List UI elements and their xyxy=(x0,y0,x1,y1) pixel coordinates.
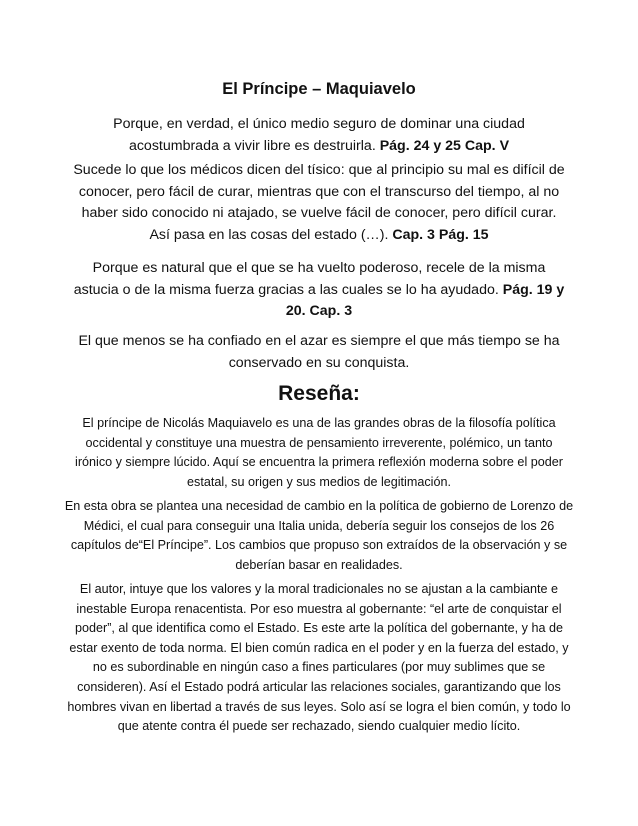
quote-line xyxy=(0,353,638,375)
quote-paragraph-2 xyxy=(0,160,638,246)
review-paragraph-2 xyxy=(0,497,638,575)
review-line: El príncipe de Nicolás Maquiavelo es una de las grandes obras de la filosofía política xyxy=(82,416,556,430)
quote-reference: Pág. 24 y 25 Cap. V xyxy=(379,137,510,154)
review-line: estatal, su origen y sus medios de legitimación. xyxy=(187,474,451,489)
quote-text: Sucede lo que los médicos dicen del tísico: que al principio su mal es difícil de xyxy=(73,162,565,178)
quote-line xyxy=(0,301,638,323)
quote-text: astucia o de la misma fuerza gracias a las cuales se lo ha ayudado. xyxy=(73,281,503,298)
quote-line xyxy=(0,203,638,225)
quote-line xyxy=(0,280,638,302)
quote-text: El que menos se ha confiado en el azar es siempre el que más tiempo se ha xyxy=(78,333,560,349)
quote-line xyxy=(0,331,638,353)
review-line: irónico y siempre lúcido. Aquí se encuentra la primera reflexión moderna sobre el poder xyxy=(75,455,563,470)
quote-text: acostumbrada a vivir libre es destruirla. xyxy=(128,137,380,154)
quote-reference: Cap. 3 Pág. 15 xyxy=(392,226,489,243)
review-line: inestable Europa renacentista. Por eso muestra al gobernante: “el arte de conquistar el xyxy=(76,601,562,616)
quote-text: conservado en su conquista. xyxy=(228,354,410,371)
quote-paragraph-3 xyxy=(0,258,638,323)
review-line: occidental y constituye una muestra de pensamiento irreverente, polémico, un tanto xyxy=(85,435,553,450)
quote-reference: 20. Cap. 3 xyxy=(285,303,353,319)
document-title: El Príncipe – Maquiavelo xyxy=(222,80,416,98)
quote-reference: Pág. 19 y xyxy=(502,281,565,298)
review-line: El autor, intuye que los valores y la moral tradicionales no se ajustan a la cambiante e xyxy=(79,582,559,596)
quote-paragraph-4 xyxy=(0,331,638,374)
quote-line xyxy=(0,136,638,158)
review-line: que atente contra él puede ser rechazado, siendo cualquier medio lícito. xyxy=(117,719,521,734)
review-line: estar exento de toda norma. El bien común radica en el poder y en la fuerza del estado, y xyxy=(69,640,569,655)
quote-text: Así pasa en las cosas del estado (…). xyxy=(149,226,393,243)
review-paragraph-3 xyxy=(0,580,638,737)
review-line: capítulos de“El Príncipe”. Los cambios que propuso son extraídos de la observación y se xyxy=(70,538,568,553)
quote-text: Porque es natural que el que se ha vuelto poderoso, recele de la misma xyxy=(92,260,546,276)
review-heading: Reseña: xyxy=(278,382,360,405)
review-paragraph-1 xyxy=(0,414,638,492)
quote-line xyxy=(0,160,638,182)
review-line: hombres vivan en libertad a través de sus leyes. Solo así se logra el bien común, y todo lo xyxy=(67,699,571,714)
review-line: consideren). Así el Estado podrá articular las relaciones sociales, garantizando que los xyxy=(77,679,561,694)
quote-line xyxy=(0,114,638,136)
quote-line xyxy=(0,225,638,247)
quote-paragraph-1 xyxy=(0,114,638,157)
review-line: no es subordinable en ningún caso a fines particulares (por muy sublimes que se xyxy=(92,660,546,675)
review-line: Médici, el cual para conseguir una Italia unida, debería seguir los consejos de los 26 xyxy=(83,518,555,533)
quote-line xyxy=(0,258,638,280)
quote-line xyxy=(0,182,638,204)
review-line: En esta obra se plantea una necesidad de cambio en la política de gobierno de Lorenzo de xyxy=(64,499,574,513)
quote-text: Porque, en verdad, el único medio seguro de dominar una ciudad xyxy=(113,116,525,132)
review-line: deberían basar en realidades. xyxy=(235,557,403,572)
review-line: poder”, al que identifica como el Estado. Es este arte la política del gobernante, y ha de xyxy=(75,621,563,636)
quote-text: haber sido conocido ni atajado, se vuelve fácil de conocer, pero difícil curar. xyxy=(81,205,557,221)
quote-text: conocer, pero fácil de curar, mientras que con el transcurso del tiempo, al no xyxy=(78,183,560,200)
